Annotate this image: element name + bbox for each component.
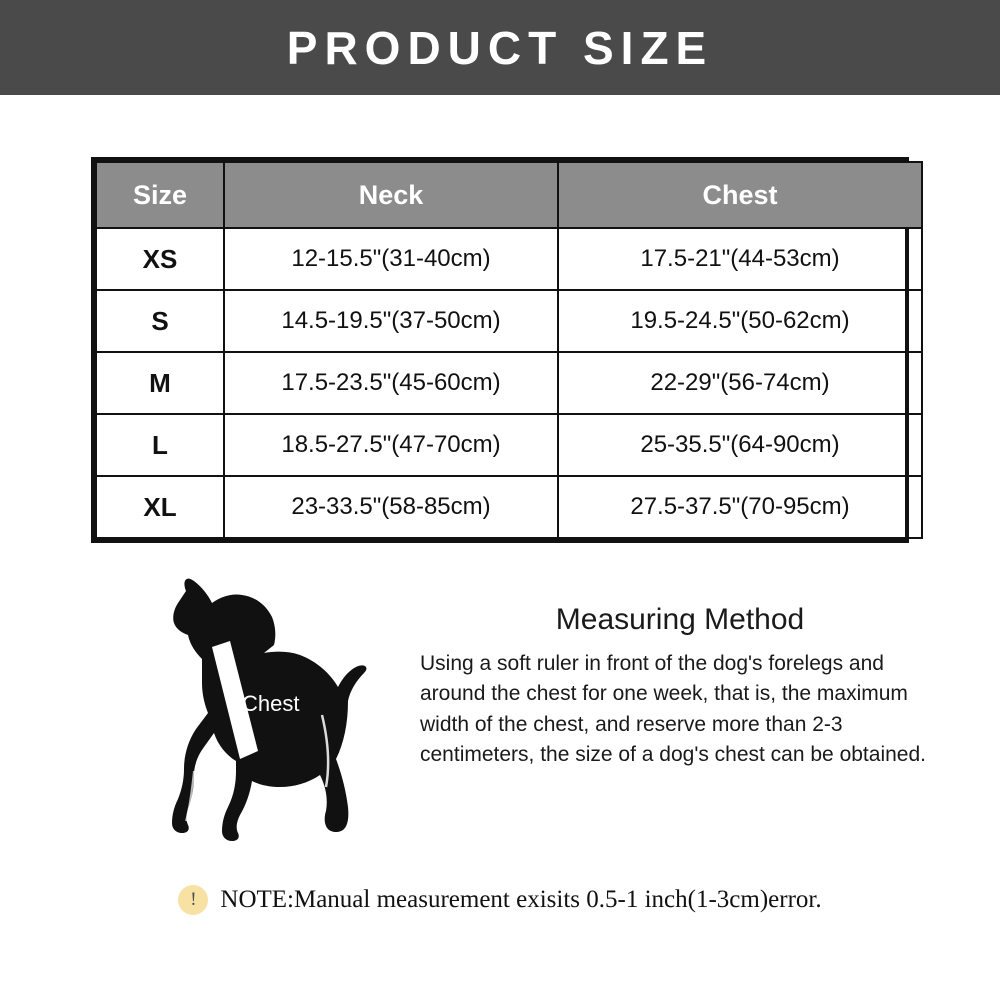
table-row <box>96 476 922 538</box>
column-header-neck: Neck <box>224 162 558 228</box>
diagram-and-method-section <box>0 575 1000 875</box>
size-table-head <box>96 162 922 228</box>
size-table-body <box>96 228 922 538</box>
cell-neck: 18.5-27.5"(47-70cm) <box>224 414 558 476</box>
column-header-size: Size <box>96 162 224 228</box>
cell-neck: 12-15.5"(31-40cm) <box>224 228 558 290</box>
dog-illustration-icon <box>90 575 400 865</box>
exclamation-icon: ! <box>178 885 208 915</box>
table-header-row <box>96 162 922 228</box>
dog-silhouette-diagram <box>90 575 400 865</box>
cell-neck: 17.5-23.5"(45-60cm) <box>224 352 558 414</box>
chest-measure-label: Chest <box>242 691 300 716</box>
table-row <box>96 352 922 414</box>
column-header-chest: Chest <box>558 162 922 228</box>
cell-neck: 23-33.5"(58-85cm) <box>224 476 558 538</box>
cell-size: S <box>96 290 224 352</box>
header-banner <box>0 0 1000 95</box>
measuring-method-title: Measuring Method <box>555 603 805 636</box>
cell-chest: 17.5-21"(44-53cm) <box>558 228 922 290</box>
cell-chest: 25-35.5"(64-90cm) <box>558 414 922 476</box>
table-row <box>96 290 922 352</box>
table-row <box>96 228 922 290</box>
note-text: NOTE:Manual measurement exisits 0.5-1 inch(1-3cm)error. <box>220 886 822 913</box>
page-title: PRODUCT SIZE <box>286 21 714 74</box>
size-table <box>95 161 923 539</box>
measuring-method-text: Using a soft ruler in front of the dog's forelegs and around the chest for one week, that is, the maximum width of the chest, and reserve more than 2-3 centimeters, the size of a dog's chest can be obtained. <box>420 652 926 767</box>
cell-size: XS <box>96 228 224 290</box>
cell-chest: 19.5-24.5"(50-62cm) <box>558 290 922 352</box>
cell-size: L <box>96 414 224 476</box>
measuring-method-block <box>420 603 940 771</box>
cell-size: M <box>96 352 224 414</box>
cell-chest: 27.5-37.5"(70-95cm) <box>558 476 922 538</box>
cell-neck: 14.5-19.5"(37-50cm) <box>224 290 558 352</box>
note-row <box>0 885 1000 915</box>
cell-chest: 22-29"(56-74cm) <box>558 352 922 414</box>
cell-size: XL <box>96 476 224 538</box>
size-table-container <box>91 157 909 543</box>
table-row <box>96 414 922 476</box>
